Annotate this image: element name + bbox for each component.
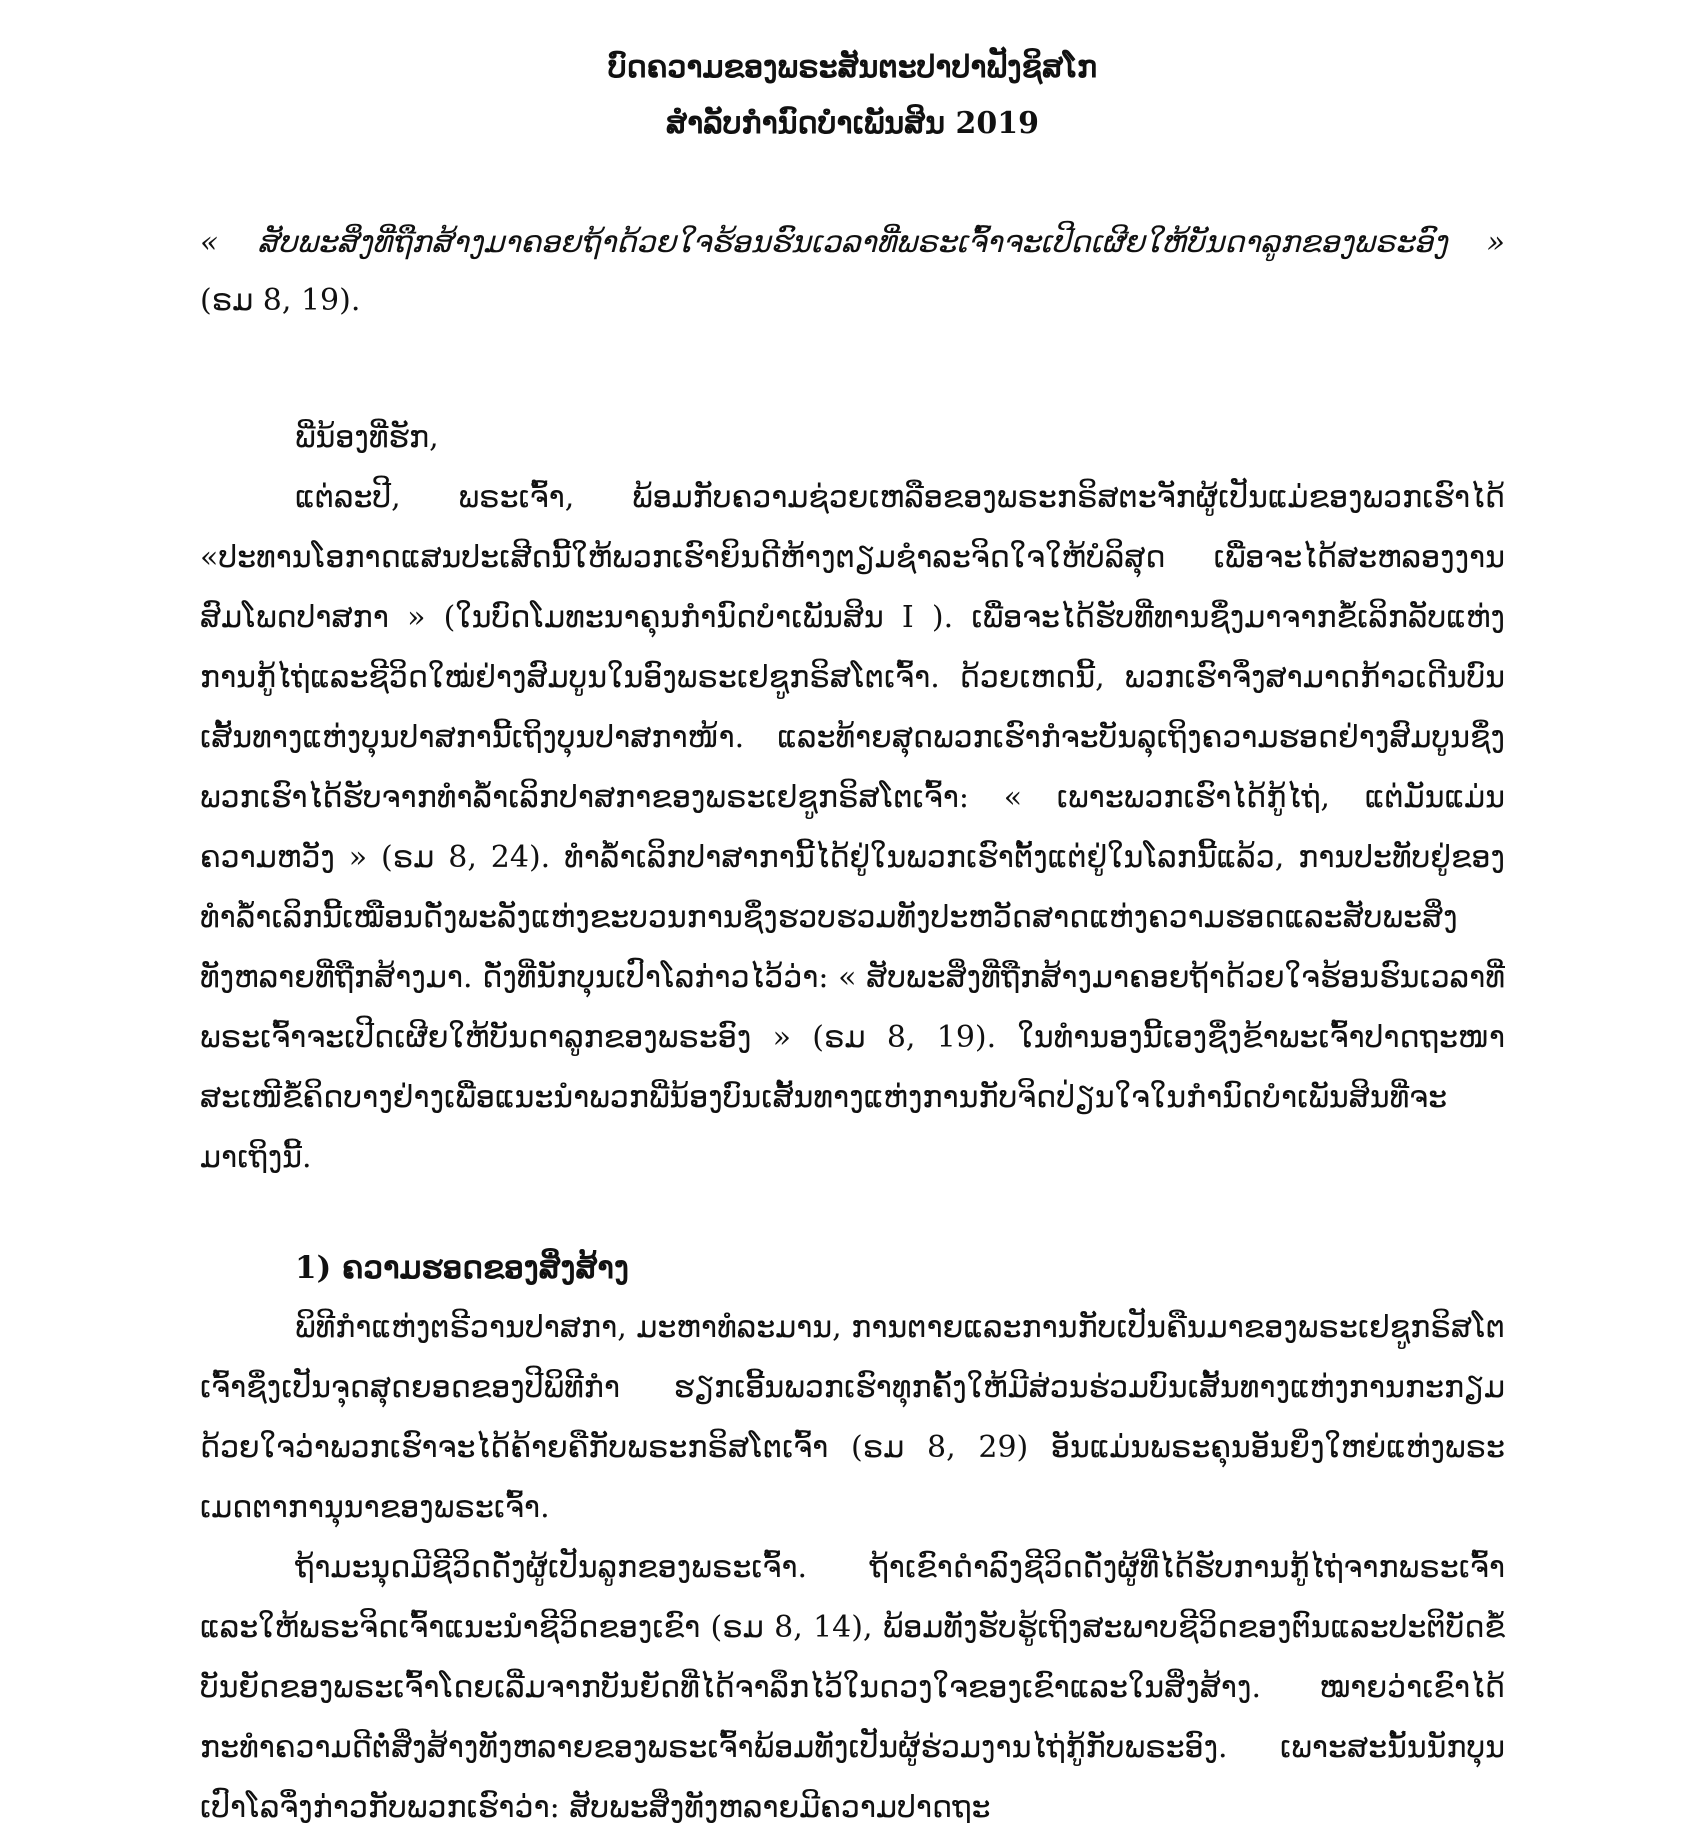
epigraph-reference: (ຣມ 8, 19). <box>200 283 361 318</box>
document-title <box>200 40 1505 152</box>
epigraph-quote: « ສັບພະສິ່ງທີ່ຖືກສ້າງມາຄອຍຖ້າດ້ວຍໃຈຮ້ອນຮົນເວລາທີ່ພຣະເຈົ້າຈະເປີດເຜີຍໃຫ້ບັນດາລູກຂອງພຣະອົງ » <box>200 225 1505 260</box>
title-line-1: ບົດຄວາມຂອງພຣະສັນຕະປາປາຟັງຊິສໂກ <box>607 50 1098 85</box>
section-1-heading: 1) ຄວາມຮອດຂອງສິ່ງສ້າງ <box>295 1250 629 1286</box>
epigraph <box>200 214 1505 330</box>
salutation: ພີ່ນ້ອງທີ່ຮັກ, <box>295 420 439 455</box>
intro-paragraph: ແຕ່ລະປີ, ພຣະເຈົ້າ, ພ້ອມກັບຄວາມຊ່ວຍເຫລືອຂອງພຣະກຣິສຕະຈັກຜູ້ເປັນແມ່ຂອງພວກເຮົາໄດ້ «ປະທານໂອກາດແສນປະເສີດນີ້ໃຫ້ພວກເຮົາຍິນດີຫ້າງຕຽມຊຳລະຈິດໃຈໃຫ້ບໍລິສຸດ ເພື່ອຈະໄດ້ສະຫລອງງານສົມໂພດປາສກາ » (ໃນບົດໂມທະນາຄຸນກຳນົດບຳເພັນສິນ I ). ເພື່ອຈະໄດ້ຮັບທີ່ທານຊຶ່ງມາຈາກຂໍ້ເລິກລັບແຫ່ງການກູ້ໄຖ່ແລະຊີວິດໃໝ່ຢ່າງສົມບູນໃນອົງພຣະເຢຊູກຣິສໂຕເຈົ້າ. ດ້ວຍເຫດນີ້, ພວກເຮົາຈຶ່ງສາມາດກ້າວເດີນບົນເສັ້ນທາງແຫ່ງບຸນປາສການີ້ເຖິງບຸນປາສກາໜ້າ. ແລະທ້າຍສຸດພວກເຮົາກໍຈະບັນລຸເຖິງຄວາມຮອດຢ່າງສົມບູນຊຶ່ງພວກເຮົາໄດ້ຮັບຈາກທຳລ້ຳເລິກປາສກາຂອງພຣະເຢຊູກຣິສໂຕເຈົ້າ: « ເພາະພວກເຮົາໄດ້ກູ້ໄຖ່, ແຕ່ມັນແມ່ນຄວາມຫວັງ » (ຣມ 8, 24). ທຳລ້ຳເລິກປາສາການີ້ໄດ້ຢູ່ໃນພວກເຮົາຕັ້ງແຕ່ຢູ່ໃນໂລກນີ້ແລ້ວ, ການປະທັບຢູ່ຂອງທຳລ້ຳເລິກນີ້ເໝືອນດັ່ງພະລັງແຫ່ງຂະບວນການຊຶ່ງຮວບຮວມທັງປະຫວັດສາດແຫ່ງຄວາມຮອດແລະສັບພະສິ່ງທັງຫລາຍທີ່ຖືກສ້າງມາ. ດັ່ງທີ່ນັກບຸນເປົາໂລກ່າວໄວ້ວ່າ: « ສັບພະສິ່ງທີ່ຖືກສ້າງມາຄອຍຖ້າດ້ວຍໃຈຮ້ອນຮົນເວລາທີ່ພຣະເຈົ້າຈະເປີດເຜີຍໃຫ້ບັນດາລູກຂອງພຣະອົງ » (ຣມ 8, 19). ໃນທຳນອງນີ້ເອງຊຶ່ງຂ້າພະເຈົ້າປາດຖະໜາສະເໜີຂໍ້ຄິດບາງຢ່າງເພື່ອແນະນຳພວກພີ່ນ້ອງບົນເສັ້ນທາງແຫ່ງການກັບຈິດປ່ຽນໃຈໃນກຳນົດບຳເພັນສິນທີ່ຈະມາເຖິງນີ້. <box>200 480 1505 1175</box>
document-page <box>200 40 1505 1838</box>
section-1-paragraph-1: ພິທີກຳແຫ່ງຕຣີວານປາສກາ, ມະຫາທໍລະມານ, ການຕາຍແລະການກັບເປັນຄືນມາຂອງພຣະເຢຊູກຣິສໂຕເຈົ້າຊຶ່ງເປັນຈຸດສຸດຍອດຂອງປີພິທີກຳ ຮຽກເອີ້ນພວກເຮົາທຸກຄັ້ງໃຫ້ມີສ່ວນຮ່ວມບົນເສັ້ນທາງແຫ່ງການກະກຽມດ້ວຍໃຈວ່າພວກເຮົາຈະໄດ້ຄ້າຍຄືກັບພຣະກຣິສໂຕເຈົ້າ (ຣມ 8, 29) ອັນແມ່ນພຣະຄຸນອັນຍິ່ງໃຫຍ່ແຫ່ງພຣະເມດຕາການຸນາຂອງພຣະເຈົ້າ. <box>200 1310 1505 1525</box>
section-1-paragraph-2: ຖ້າມະນຸດມີຊີວິດດັ່ງຜູ້ເປັນລູກຂອງພຣະເຈົ້າ. ຖ້າເຂົາດຳລົງຊີວິດດັ່ງຜູ້ທີ່ໄດ້ຮັບການກູ້ໄຖ່ຈາກພຣະເຈົ້າ ແລະໃຫ້ພຣະຈິດເຈົ້າແນະນຳຊີວິດຂອງເຂົາ (ຣມ 8, 14), ພ້ອມທັງຮັບຮູ້ເຖິງສະພາບຊີວິດຂອງຕົນແລະປະຕິບັດຂໍ້ບັນຍັດຂອງພຣະເຈົ້າໂດຍເລີ່ມຈາກບັນຍັດທີ່ໄດ້ຈາລຶກໄວ້ໃນດວງໃຈຂອງເຂົາແລະໃນສິ່ງສ້າງ. ໝາຍວ່າເຂົາໄດ້ກະທຳຄວາມດີຕໍ່ສິ່ງສ້າງທັງຫລາຍຂອງພຣະເຈົ້າພ້ອມທັງເປັນຜູ້ຮ່ວມງານໄຖ່ກູ້ກັບພຣະອົງ. ເພາະສະນັ້ນນັກບຸນເປົາໂລຈຶ່ງກ່າວກັບພວກເຮົາວ່າ: ສັບພະສິ່ງທັງຫລາຍມີຄວາມປາດຖະ <box>200 1550 1505 1825</box>
title-line-2: ສຳລັບກຳນົດບຳເພັນສິນ 2019 <box>666 106 1039 141</box>
